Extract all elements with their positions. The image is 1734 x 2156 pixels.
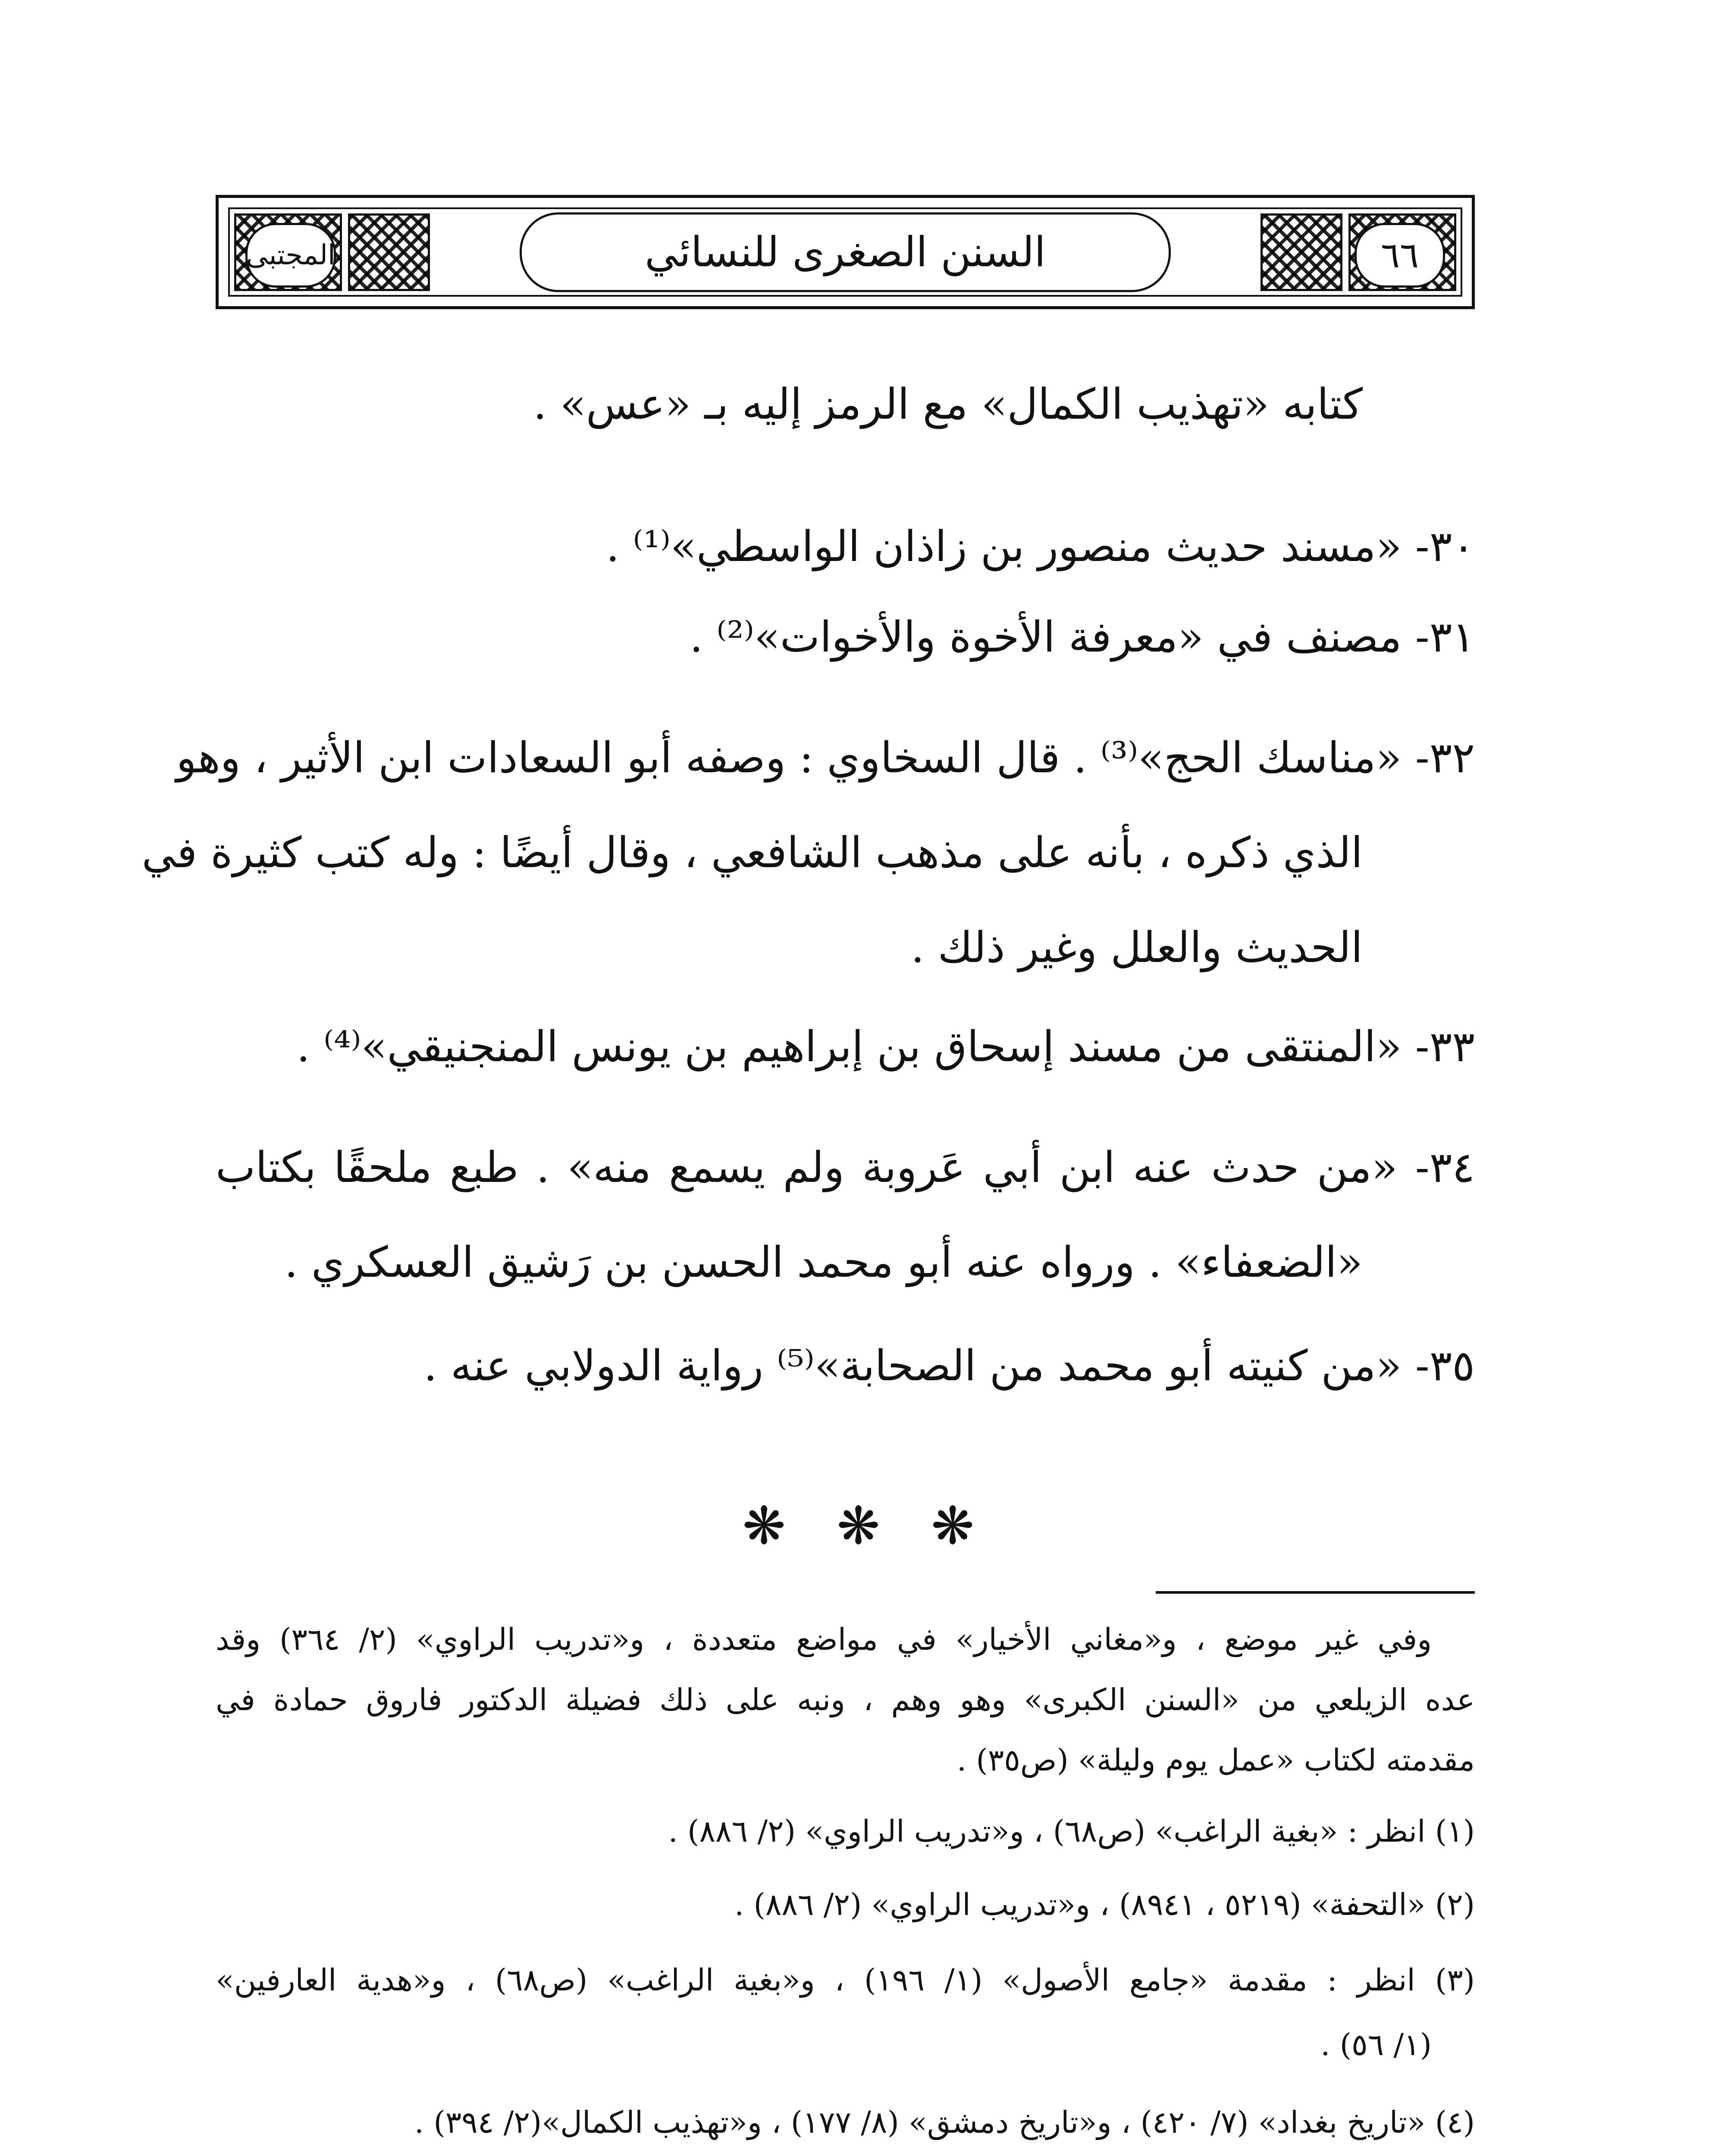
footnote-line: (٢) «التحفة» (٥٢١٩ ، ٨٩٤١) ، و«تدريب الراوي» (٢/ ٨٨٦) . [734,1887,1475,1922]
volume-label: المجتبى [245,223,336,288]
body-line: الذي ذكره ، بأنه على مذهب الشافعي ، وقال أيضًا : وله كتب كثيرة في [141,828,1363,877]
section-separator: ❋ ❋ ❋ [742,1496,992,1556]
body-line: الحديث والعلل وغير ذلك . [911,923,1363,972]
body-line: ٣٢- «مناسك الحج»⁽³⁾ . قال السخاوي : وصفه أبو السعادات ابن الأثير ، وهو [176,733,1475,783]
footnote-line: وفي غير موضع ، و«مغاني الأخيار» في مواضع متعددة ، و«تدريب الراوي» (٢/ ٣٦٤) وقد [216,1622,1432,1657]
footnote-line: (١/ ٥٦) . [1320,2027,1432,2062]
body-line: «الضعفاء» . ورواه عنه أبو محمد الحسن بن رَشيق العسكري . [284,1238,1363,1287]
footnote-line: (٤) «تاريخ بغداد» (٧/ ٤٢٠) ، و«تاريخ دمشق» (٨/ ١٧٧) ، و«تهذيب الكمال»(٢/ ٣٩٤) . [414,2105,1475,2140]
body-line: ٣٠- «مسند حديث منصور بن زاذان الواسطي»⁽¹⁾ . [606,522,1475,571]
body-line: ٣٥- «من كنيته أبو محمد من الصحابة»⁽⁵⁾ رواية الدولابي عنه . [423,1341,1475,1391]
footnote-line: مقدمته لكتاب «عمل يوم وليلة» (ص٣٥) . [956,1742,1475,1778]
book-title: السنن الصغرى للنسائي [645,228,1046,276]
footnote-line: (١) انظر : «بغية الراغب» (ص٦٨) ، و«تدريب الراوي» (٢/ ٨٨٦) . [668,1814,1475,1849]
page-number: ٦٦ [1355,223,1445,288]
footnotes [141,0,1475,2156]
body-line: كتابه «تهذيب الكمال» مع الرمز إليه بـ «عس» . [533,380,1363,429]
footnote-line: عده الزيلعي من «السنن الكبرى» وهو وهم ، ونبه على ذلك فضيلة الدكتور فاروق حمادة في [216,1682,1475,1717]
body-line: ٣٣- «المنتقى من مسند إسحاق بن إبراهيم بن يونس المنجنيقي»⁽⁴⁾ . [296,1022,1475,1072]
body-line: ٣١- مصنف في «معرفة الأخوة والأخوات»⁽²⁾ . [690,613,1475,662]
body-line: ٣٤- «من حدث عنه ابن أبي عَروبة ولم يسمع منه» . طبع ملحقًا بكتاب [216,1143,1475,1192]
footnote-line: (٣) انظر : مقدمة «جامع الأصول» (١/ ١٩٦) ، و«بغية الراغب» (ص٦٨) ، و«هدية العارفين» [216,1962,1475,1998]
